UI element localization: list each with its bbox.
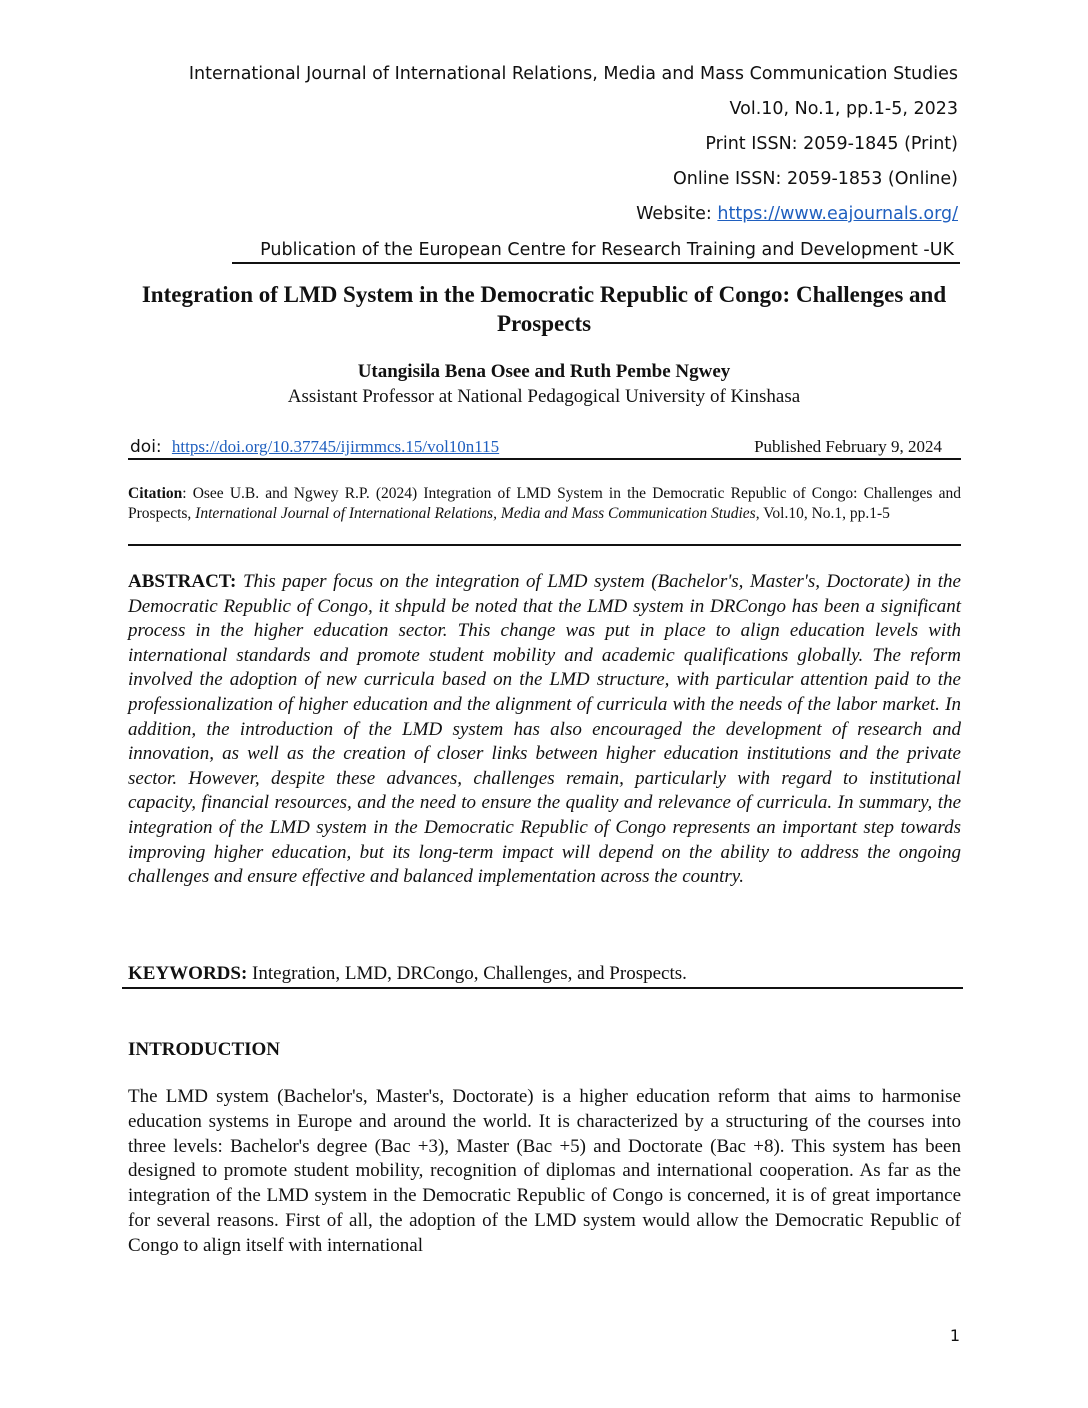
introduction-heading: INTRODUCTION <box>128 1039 281 1060</box>
abstract-text: This paper focus on the integration of LMD system (Bachelor's, Master's, Doctorate) in the Democratic Republic of Congo, it shpuld be noted that the LMD system in DRCongo has been a significant process in the higher education sector. This change was put in place to align education levels with international standards and promote student mobility and academic qualifications globally. The reform involved the adoption of new curricula based on the LMD structure, with particular attention paid to the professionalization of higher education and the alignment of curricula with the needs of the labor market. In addition, the introduction of the LMD system has also encouraged the development of research and innovation, as well as the creation of closer links between higher education institutions and the private sector. However, despite these advances, challenges remain, particularly with regard to institutional capacity, financial resources, and the need to ensure the quality and relevance of curricula. In summary, the integration of the LMD system in the Democratic Republic of Congo represents an important step towards improving higher education, but its long-term impact will depend on the ability to address the ongoing challenges and ensure effective and balanced implementation across the country. <box>128 571 961 888</box>
keywords-label: KEYWORDS: <box>128 963 248 984</box>
citation-end: , Vol.10, No.1, pp.1-5 <box>755 505 890 522</box>
online-issn: Online ISSN: 2059-1853 (Online) <box>673 169 958 189</box>
keywords-text: Integration, LMD, DRCongo, Challenges, and Prospects. <box>247 963 687 984</box>
doi-row <box>130 437 942 457</box>
header-rule <box>232 262 960 264</box>
doi-label: doi: <box>130 437 162 457</box>
citation-label: Citation <box>128 485 183 502</box>
doi-rule <box>128 458 961 460</box>
citation-rule <box>128 544 961 546</box>
website-label: Website: <box>636 204 718 224</box>
citation <box>128 484 961 524</box>
keywords-rule <box>122 987 963 989</box>
citation-journal: International Journal of International Relations, Media and Mass Communication Studies <box>195 505 756 522</box>
website-line <box>636 204 958 224</box>
citation-text: : Osee U.B. and Ngwey R.P. (2024) Integration of LMD System in the Democratic Republic of Congo: Challenges and Prospects, <box>128 485 961 522</box>
abstract <box>128 570 961 890</box>
published-date: Published February 9, 2024 <box>754 437 942 456</box>
website-link[interactable]: https://www.eajournals.org/ <box>717 204 958 224</box>
journal-name: International Journal of International Relations, Media and Mass Communication Studies <box>188 64 958 84</box>
introduction-text: The LMD system (Bachelor's, Master's, Doctorate) is a higher education reform that aims to harmonise education systems in Europe and around the world. It is characterized by a structuring of the courses into three levels: Bachelor's degree (Bac +3), Master (Bac +5) and Doctorate (Bac +8). This system has been designed to promote student mobility, recognition of diplomas and international cooperation. As far as the integration of the LMD system in the Democratic Republic of Congo is concerned, it is of great importance for several reasons. First of all, the adoption of the LMD system would allow the Democratic Republic of Congo to align itself with international <box>128 1086 961 1256</box>
page-number: 1 <box>949 1326 960 1345</box>
affiliation: Assistant Professor at National Pedagogical University of Kinshasa <box>287 386 801 407</box>
authors: Utangisila Bena Osee and Ruth Pembe Ngwey <box>357 361 731 382</box>
abstract-label: ABSTRACT: <box>128 571 237 592</box>
keywords <box>128 963 961 985</box>
paper-title: Integration of LMD System in the Democratic Republic of Congo: Challenges and Prospects <box>141 282 947 336</box>
print-issn: Print ISSN: 2059-1845 (Print) <box>705 134 958 154</box>
volume-info: Vol.10, No.1, pp.1-5, 2023 <box>729 99 958 119</box>
doi-link[interactable]: https://doi.org/10.37745/ijirmmcs.15/vol10n115 <box>171 437 500 456</box>
publisher-line: Publication of the European Centre for Research Training and Development -UK <box>260 240 954 260</box>
